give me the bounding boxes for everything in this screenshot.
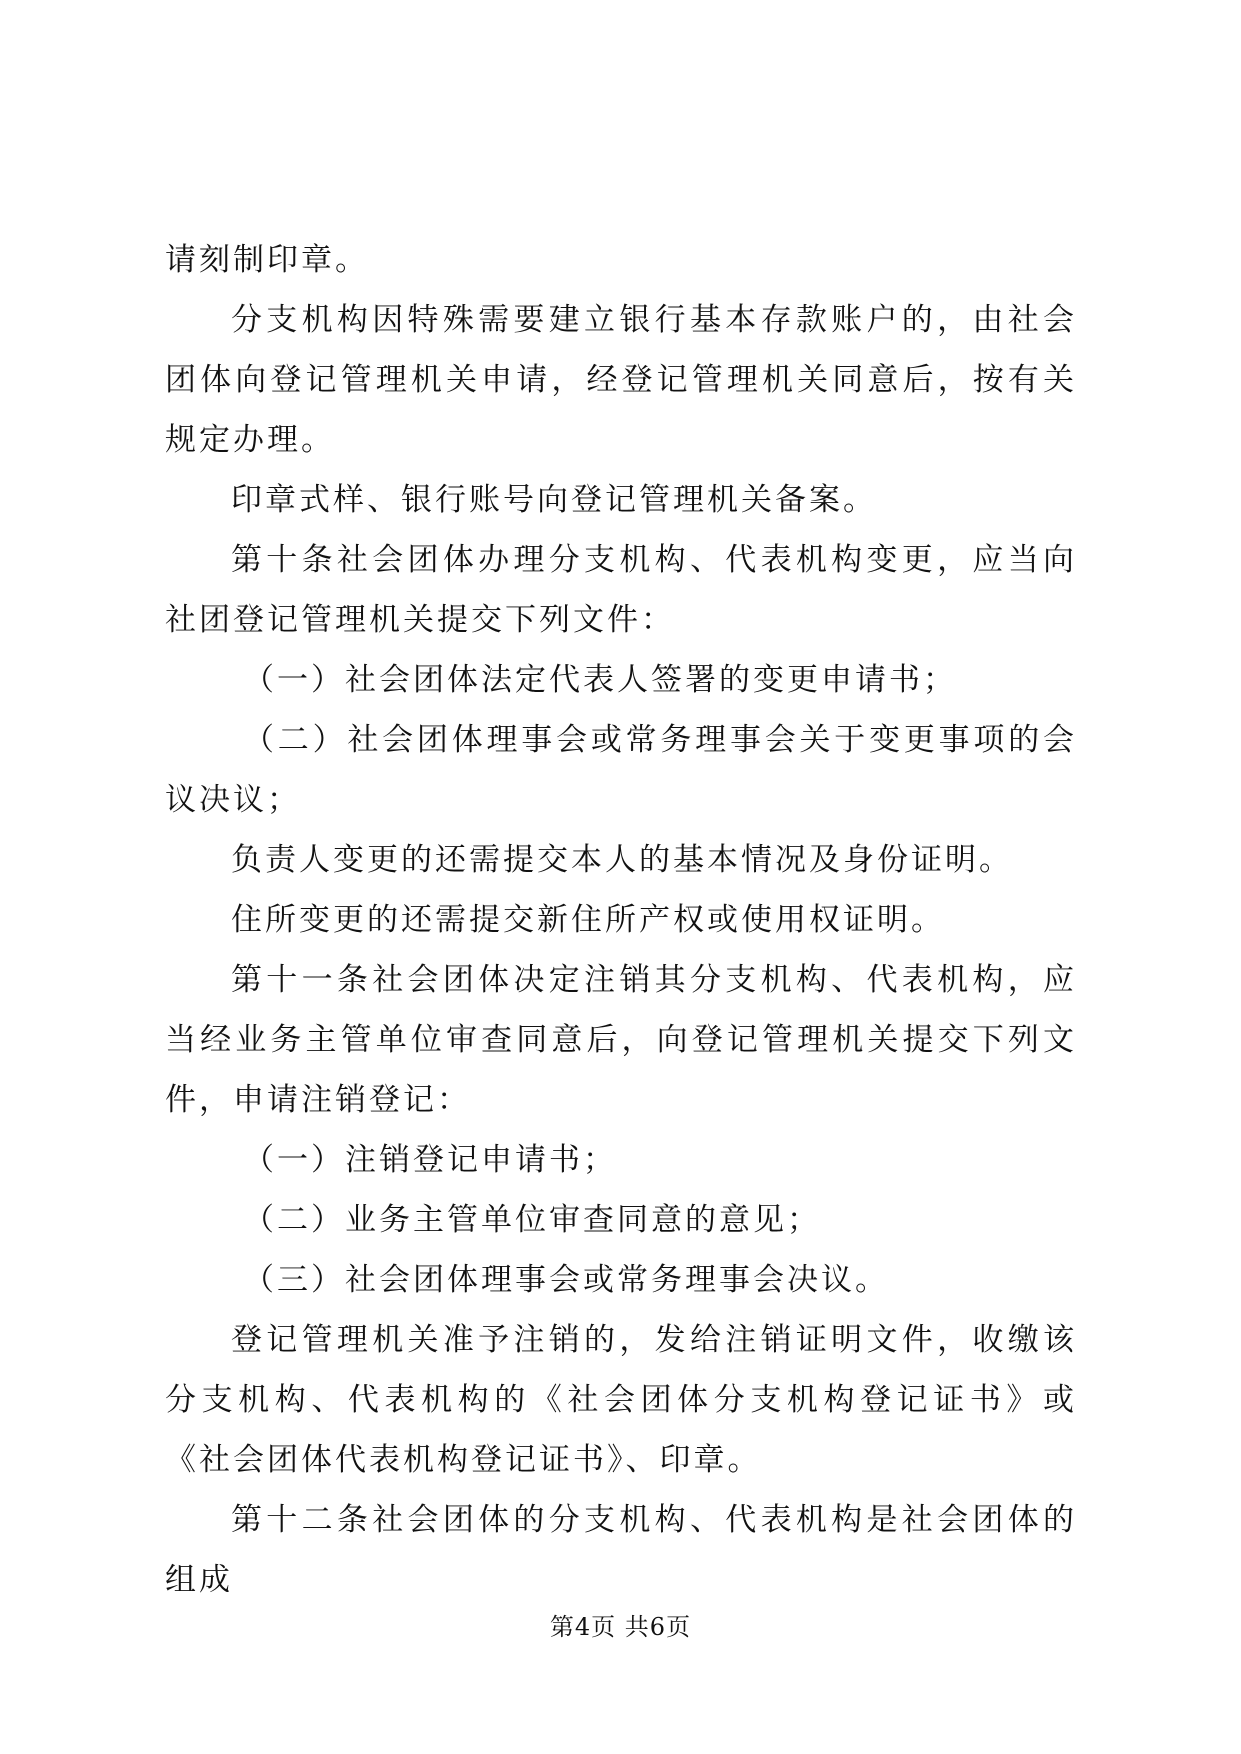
paragraph-10: （一）注销登记申请书； (243, 1142, 617, 1178)
paragraph-13: 登记管理机关准予注销的，发给注销证明文件，收缴该分支机构、代表机构的《社会团体分支机构登记证书》或《社会团体代表机构登记证书》、印章。 (165, 1322, 1077, 1478)
paragraph-2: 分支机构因特殊需要建立银行基本存款账户的，由社会团体向登记管理机关申请，经登记管理机关同意后，按有关规定办理。 (165, 302, 1077, 458)
paragraph-9: 第十一条社会团体决定注销其分支机构、代表机构，应当经业务主管单位审查同意后，向登记管理机关提交下列文件，申请注销登记： (165, 962, 1077, 1118)
paragraph-5: （一）社会团体法定代表人签署的变更申请书； (243, 662, 957, 698)
page-number-label: 第4页 共6页 (549, 1613, 692, 1641)
paragraph-7: 负责人变更的还需提交本人的基本情况及身份证明。 (231, 842, 1013, 878)
page-footer (0, 1607, 1241, 1642)
paragraph-12: （三）社会团体理事会或常务理事会决议。 (243, 1262, 889, 1298)
paragraph-11: （二）业务主管单位审查同意的意见； (243, 1202, 821, 1238)
document-body (165, 230, 1077, 1610)
paragraph-3: 印章式样、银行账号向登记管理机关备案。 (231, 482, 877, 518)
paragraph-4: 第十条社会团体办理分支机构、代表机构变更，应当向社团登记管理机关提交下列文件： (165, 542, 1077, 638)
paragraph-6: （二）社会团体理事会或常务理事会关于变更事项的会议决议； (165, 722, 1077, 818)
paragraph-8: 住所变更的还需提交新住所产权或使用权证明。 (231, 902, 945, 938)
paragraph-14: 第十二条社会团体的分支机构、代表机构是社会团体的组成 (165, 1502, 1077, 1598)
paragraph-1: 请刻制印章。 (165, 242, 369, 278)
